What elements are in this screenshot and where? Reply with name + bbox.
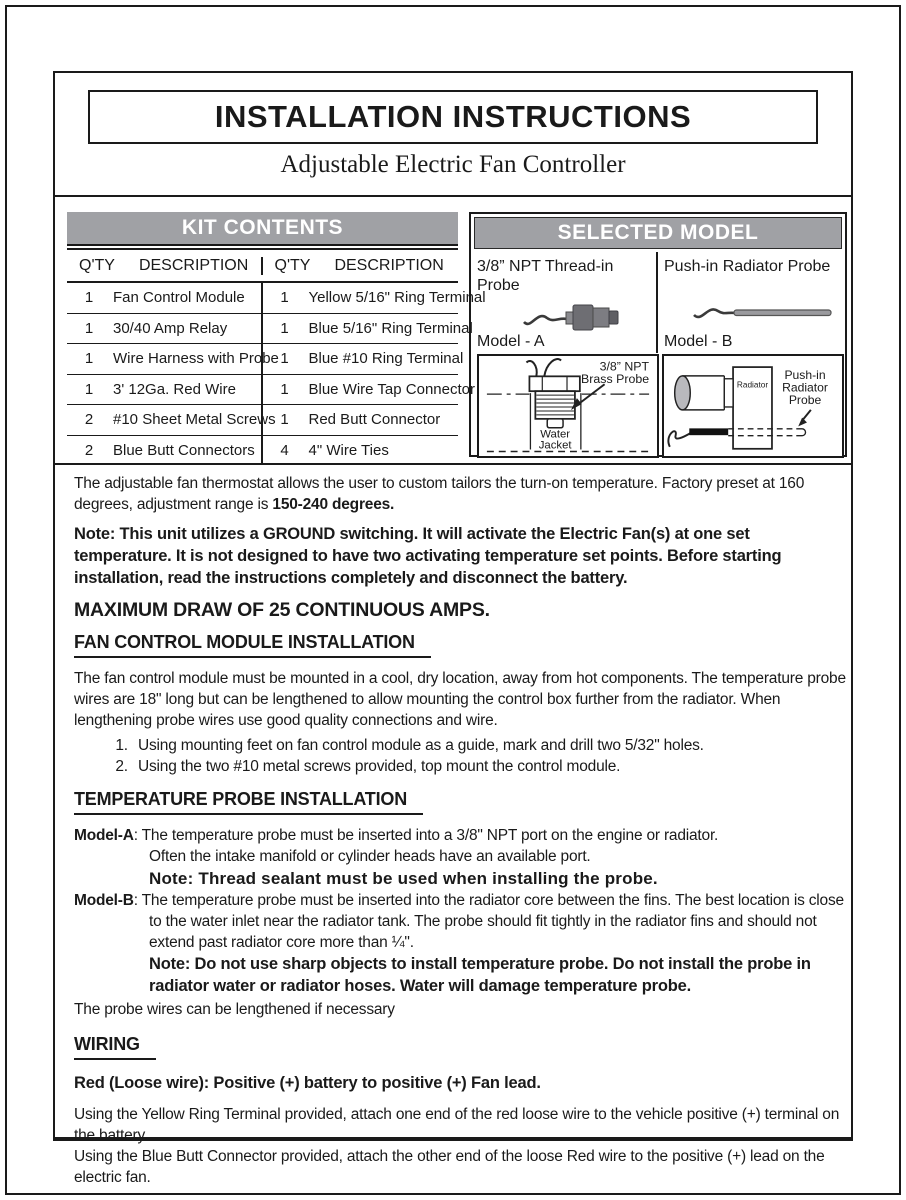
ground-switching-note: Note: This unit utilizes a GROUND switching. It will activate the Electric Fan(s) at one set temperature. It is not designed to have two activating temperature set points. Before starting installation, read the instructions completely and disconnect the battery. bbox=[74, 525, 782, 587]
selected-model-panel bbox=[469, 212, 847, 457]
push-in-probe-callout: Push-in bbox=[784, 367, 826, 382]
mounting-steps-list bbox=[74, 735, 846, 777]
wiring-paragraph: Using the Yellow Ring Terminal provided, attach one end of the red loose wire to the vehicle positive (+) terminal on the battery. Using the Blue Butt Connector provided, attach the other end of the loose Red wire to the positive (+) lead on the electric fan. bbox=[74, 1106, 840, 1186]
kit-contents-table bbox=[67, 248, 486, 465]
content-box bbox=[53, 71, 853, 1186]
qty-column-header: Q'TY bbox=[274, 256, 311, 274]
brass-probe-callout: 3/8” NPT bbox=[599, 359, 650, 374]
title-box bbox=[88, 90, 818, 144]
svg-text:Jacket: Jacket bbox=[538, 439, 572, 452]
table-row: 1 Blue 5/16" Ring Terminal bbox=[263, 314, 459, 345]
list-item: 1. Using mounting feet on fan control module as a guide, mark and drill two 5/32" holes. bbox=[132, 735, 846, 756]
kit-contents-section bbox=[67, 212, 486, 465]
svg-text:Radiator: Radiator bbox=[782, 380, 828, 395]
model-b-title: Push-in Radiator Probe bbox=[664, 258, 831, 275]
model-b-label: Model - B bbox=[664, 333, 733, 350]
push-in-probe-image bbox=[690, 300, 836, 324]
thread-sealant-note: Note: Thread sealant must be used when installing the probe. bbox=[149, 869, 658, 888]
header-divider bbox=[55, 195, 851, 197]
instructions-body bbox=[74, 467, 846, 1188]
page-title: INSTALLATION INSTRUCTIONS bbox=[214, 99, 692, 134]
sharp-objects-note: Note: Do not use sharp objects to install temperature probe. Do not install the probe in radiator water or radiator hoses. Water will damage temperature probe. bbox=[149, 955, 811, 995]
radiator-label: Radiator bbox=[736, 380, 769, 390]
svg-text:Brass Probe: Brass Probe bbox=[581, 372, 650, 387]
intro-paragraph: The adjustable fan thermostat allows the user to custom tailors the turn-on temperature. Factory preset at 160 degrees, adjustment range is 150-240 degrees. bbox=[74, 475, 805, 513]
model-a-instructions-line2: Often the intake manifold or cylinder heads have an available port. bbox=[149, 848, 591, 865]
page-subtitle: Adjustable Electric Fan Controller bbox=[280, 151, 626, 178]
model-a-label: Model - A bbox=[477, 333, 545, 350]
probe-installation-heading: TEMPERATURE PROBE INSTALLATION bbox=[74, 789, 846, 815]
table-row: 1 Wire Harness with Probe bbox=[67, 344, 261, 375]
table-row: 1 3' 12Ga. Red Wire bbox=[67, 375, 261, 406]
model-b-diagram bbox=[662, 354, 844, 458]
kit-table-header-row bbox=[67, 250, 458, 283]
kit-right-column bbox=[263, 283, 486, 465]
svg-text:Probe: Probe bbox=[788, 393, 822, 408]
model-a-cell bbox=[471, 252, 658, 353]
wiring-heading: WIRING bbox=[74, 1034, 846, 1060]
fan-module-paragraph: The fan control module must be mounted in a cool, dry location, away from hot components. The temperature probe wires are 18" long but can be lengthened to allow mounting the control box further from the radiator. When lengthening probe wires use good quality connections and wire. bbox=[74, 670, 846, 729]
model-a-instructions: Model-A: The temperature probe must be inserted into a 3/8" NPT port on the engine or radiator. bbox=[74, 827, 719, 844]
model-b-instructions: Model-B: The temperature probe must be inserted into the radiator core between the fins. The best location is close to the water inlet near the radiator tank. The probe should fit tightly in the radiator fins and should not extend past radiator core more than ¼". bbox=[74, 892, 844, 951]
qty-column-header: Q'TY bbox=[79, 256, 115, 274]
water-jacket-label: Water bbox=[540, 428, 571, 441]
thread-in-probe-diagram bbox=[479, 356, 657, 456]
push-in-probe-diagram bbox=[664, 356, 842, 456]
table-row: 1 Blue #10 Ring Terminal bbox=[263, 344, 459, 375]
thread-in-probe-image bbox=[521, 296, 623, 336]
table-row: 1 30/40 Amp Relay bbox=[67, 314, 261, 345]
max-draw-warning: MAXIMUM DRAW OF 25 CONTINUOUS AMPS. bbox=[74, 599, 490, 621]
kit-left-column bbox=[67, 283, 279, 465]
list-item: 2. Using the two #10 metal screws provided, top mount the control module. bbox=[132, 756, 846, 777]
table-row: 1 Yellow 5/16" Ring Terminal bbox=[263, 283, 459, 314]
table-row: 2 Blue Butt Connectors bbox=[84, 441, 255, 459]
fan-module-heading: FAN CONTROL MODULE INSTALLATION bbox=[74, 632, 846, 658]
table-row: 4 4" Wire Ties bbox=[280, 441, 389, 459]
model-a-diagram bbox=[477, 354, 659, 458]
probe-wires-note: The probe wires can be lengthened if necessary bbox=[74, 1001, 395, 1018]
description-column-header: DESCRIPTION bbox=[138, 256, 249, 274]
model-a-title: 3/8” NPT Thread-in Probe bbox=[477, 258, 614, 294]
table-row: 1 Red Butt Connector bbox=[263, 405, 459, 436]
section-divider bbox=[55, 463, 851, 465]
callout-arrow bbox=[802, 410, 811, 421]
kit-contents-header: KIT CONTENTS bbox=[67, 212, 458, 246]
table-row: 1 Fan Control Module bbox=[67, 283, 261, 314]
table-row: 2 #10 Sheet Metal Screws bbox=[67, 405, 261, 436]
table-row: 1 Blue Wire Tap Connector bbox=[263, 375, 459, 406]
model-b-cell bbox=[658, 252, 845, 353]
description-column-header: DESCRIPTION bbox=[334, 256, 444, 274]
selected-model-header: SELECTED MODEL bbox=[474, 217, 842, 249]
red-wire-instruction: Red (Loose wire): Positive (+) battery to positive (+) Fan lead. bbox=[74, 1074, 541, 1092]
